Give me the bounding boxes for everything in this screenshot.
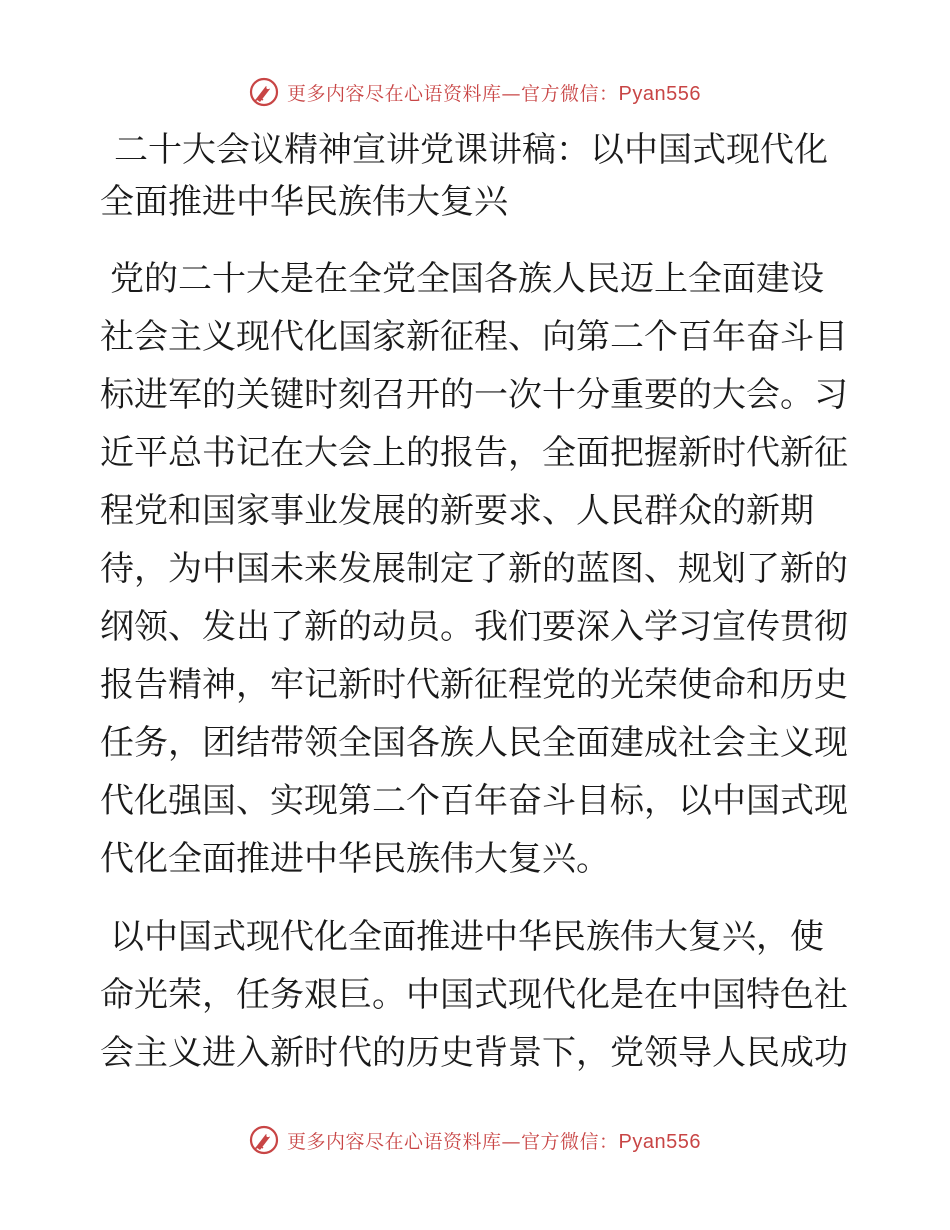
paragraph-line: 代化全面推进中华民族伟大复兴。 xyxy=(100,839,610,879)
title-line: 二十大会议精神宣讲党课讲稿：以中国式现代化 xyxy=(114,130,828,170)
paragraph-line: 任务，团结带领全国各族人民全面建成社会主义现 xyxy=(100,723,848,763)
paragraph-line: 社会主义现代化国家新征程、向第二个百年奋斗目 xyxy=(100,317,848,357)
body-paragraph-1 xyxy=(100,250,860,888)
pen-nib-logo-icon xyxy=(249,77,279,107)
paragraph-line: 程党和国家事业发展的新要求、人民群众的新期 xyxy=(100,491,814,531)
paragraph-line: 待，为中国未来发展制定了新的蓝图、规划了新的 xyxy=(100,549,848,589)
paragraph-line: 党的二十大是在全党全国各族人民迈上全面建设 xyxy=(110,259,824,299)
paragraph-line: 代化强国、实现第二个百年奋斗目标，以中国式现 xyxy=(100,781,848,821)
body-paragraph-2 xyxy=(100,908,860,1082)
header-banner xyxy=(0,72,950,112)
paragraph-line: 纲领、发出了新的动员。我们要深入学习宣传贯彻 xyxy=(100,607,848,647)
paragraph-line: 命光荣，任务艰巨。中国式现代化是在中国特色社 xyxy=(100,975,848,1015)
pen-nib-logo-icon xyxy=(249,1125,279,1155)
document-title xyxy=(100,124,860,228)
footer-banner xyxy=(0,1120,950,1160)
paragraph-line: 会主义进入新时代的历史背景下，党领导人民成功 xyxy=(100,1033,848,1073)
title-line: 全面推进中华民族伟大复兴 xyxy=(100,182,508,222)
paragraph-line: 标进军的关键时刻召开的一次十分重要的大会。习 xyxy=(100,375,848,415)
header-banner-text: 更多内容尽在心语资料库—官方微信：Pyan556 xyxy=(287,82,701,105)
paragraph-line: 以中国式现代化全面推进中华民族伟大复兴，使 xyxy=(110,917,824,957)
footer-banner-text: 更多内容尽在心语资料库—官方微信：Pyan556 xyxy=(287,1130,701,1153)
paragraph-line: 报告精神，牢记新时代新征程党的光荣使命和历史 xyxy=(100,665,848,705)
paragraph-line: 近平总书记在大会上的报告，全面把握新时代新征 xyxy=(100,433,848,473)
